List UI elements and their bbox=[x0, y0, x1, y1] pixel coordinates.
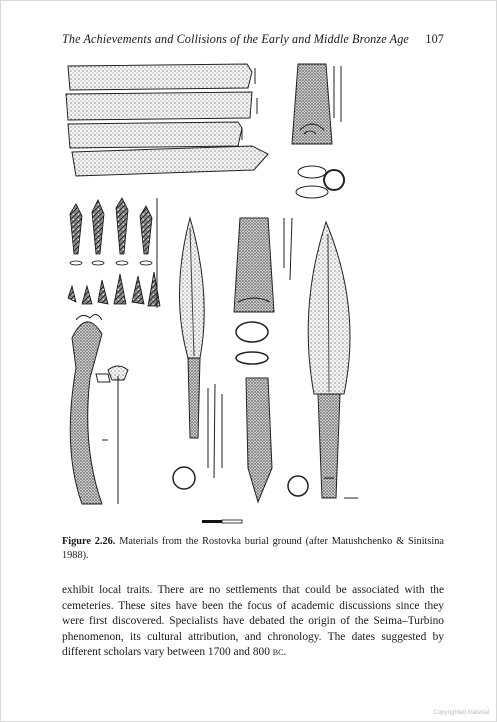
figure-caption bbox=[62, 535, 444, 563]
figure-caption-text: Materials from the Rostovka burial ground (after Matushchenko & Sinitsina 1988). bbox=[62, 536, 445, 561]
running-title: The Achievements and Collisions of the Early and Middle Bronze Age bbox=[62, 32, 409, 46]
body-paragraph-main: exhibit local traits. There are no settlements that could be associated with the cemeteries. These sites have been the focus of academic discussions since they were first discovered. Specialists have debated the origin of the Seima–Turbino phenomenon, its cultural attribution, and chronology. The dates suggested by different scholars vary between 1700 and 800 bbox=[62, 584, 444, 658]
ring-ornament-top bbox=[324, 170, 344, 190]
page-number: 107 bbox=[425, 32, 444, 46]
plank-artifacts-group bbox=[66, 64, 268, 176]
figure-illustration bbox=[62, 58, 444, 530]
copyright-watermark: Copyrighted material bbox=[433, 710, 489, 716]
plank-artifact-3 bbox=[68, 122, 242, 148]
plank-artifact-1 bbox=[68, 64, 252, 90]
plank-artifact-4 bbox=[72, 146, 268, 176]
knife-with-horse-figure bbox=[70, 314, 128, 504]
body-paragraph-end: . bbox=[283, 646, 287, 658]
plank-artifact-2 bbox=[66, 92, 252, 120]
scale-bar bbox=[202, 520, 242, 523]
figure-label: Figure 2.26. bbox=[62, 536, 116, 547]
spearhead-right bbox=[288, 222, 358, 498]
spearhead-left bbox=[157, 198, 204, 438]
flint-points-group bbox=[68, 198, 160, 306]
body-paragraph bbox=[62, 583, 444, 661]
socketed-axe-center bbox=[234, 218, 292, 502]
celt-axe-top bbox=[292, 64, 344, 198]
era-abbreviation: bc bbox=[272, 646, 284, 658]
